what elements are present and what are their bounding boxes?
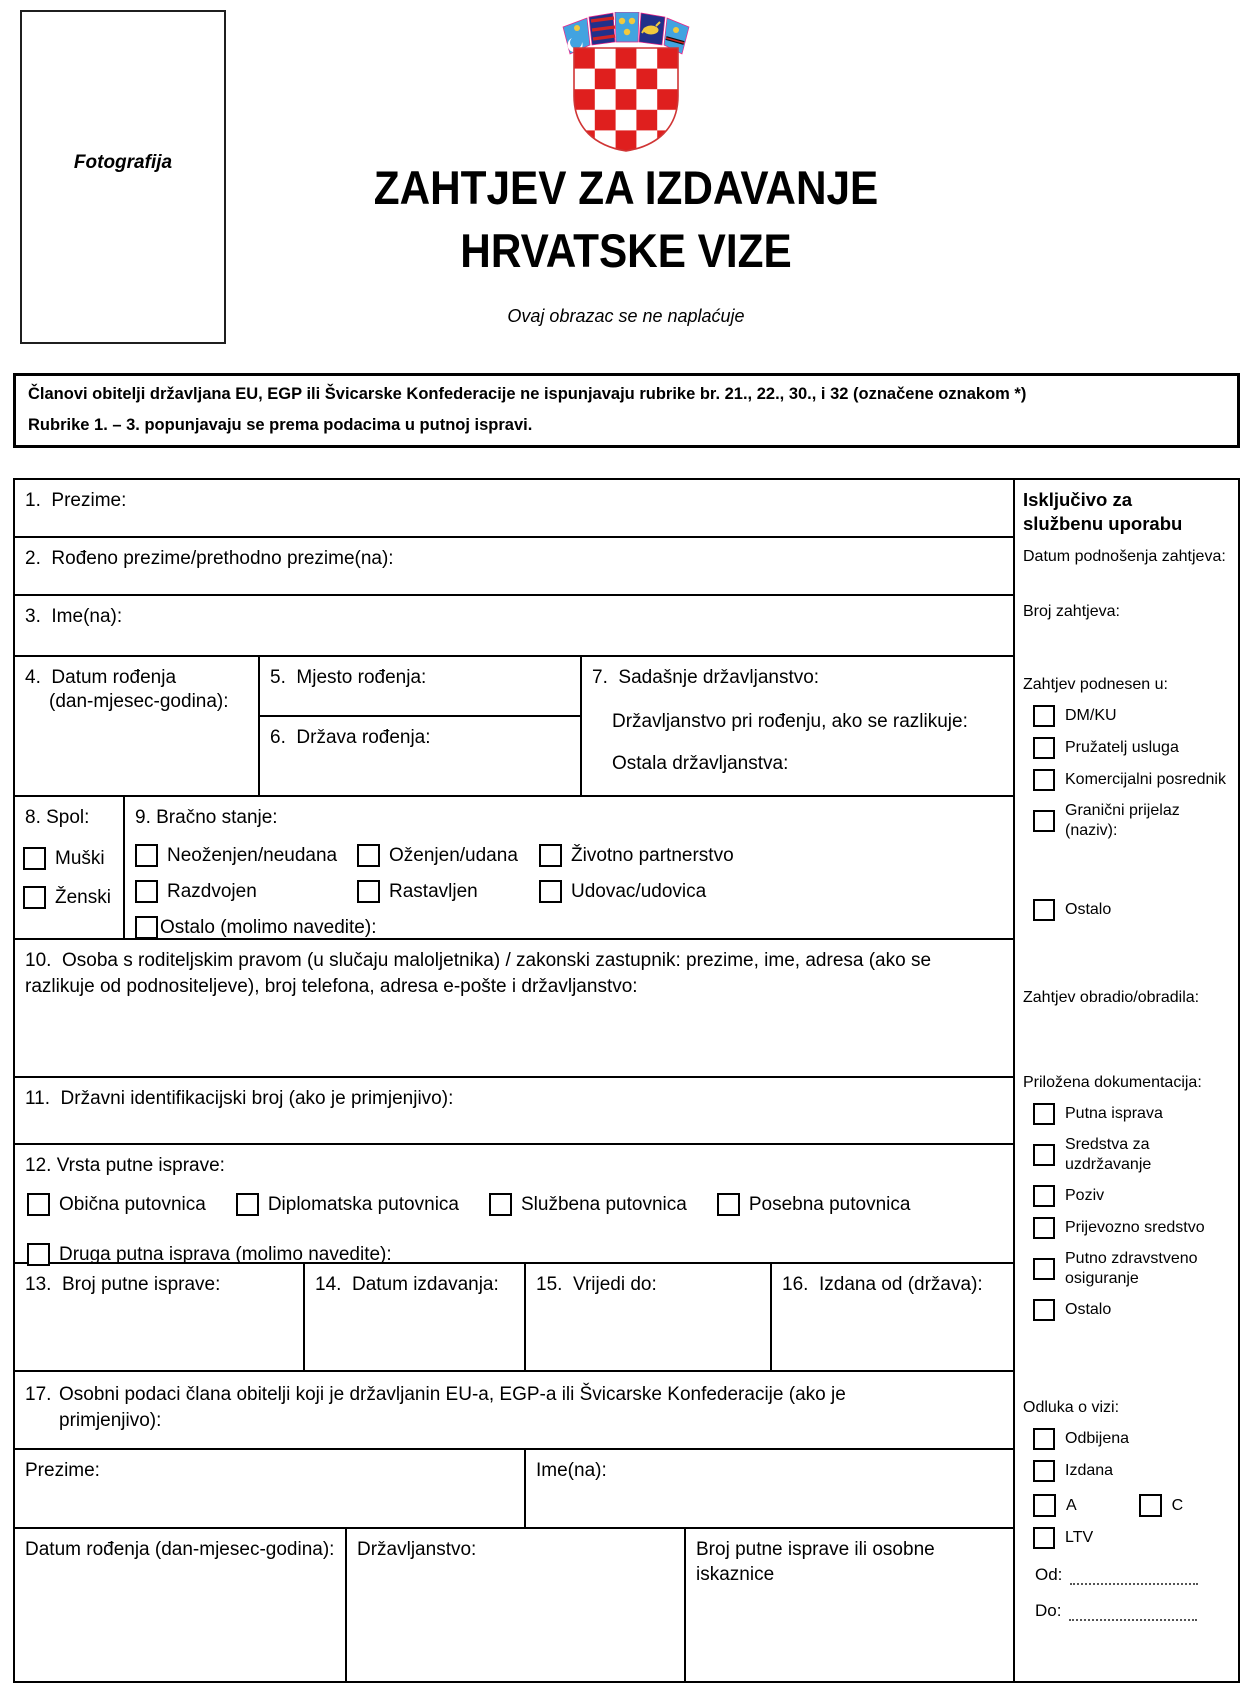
option-muski-label: Muški xyxy=(55,847,105,869)
field-7-cell xyxy=(582,657,1013,795)
checkbox-muski[interactable] xyxy=(23,847,46,870)
field-10-label: 10. Osoba s roditeljskim pravom (u slučaju maloljetnika) / zakonski zastupnik: prezime, ime, adresa (ako se razlikuje od podnositeljeve), broj telefona, adresa e-pošte i državljanstvo: xyxy=(25,950,937,997)
field-17-label: Osobni podaci člana obitelji koji je državljanin EU-a, EGP-a ili Švicarske Konfederacije (ako je primjenjivo): xyxy=(59,1384,846,1431)
valid-to-dotted-line xyxy=(1069,1606,1197,1621)
field-13-cell xyxy=(15,1264,305,1370)
checkbox-druga-putna-isprava[interactable] xyxy=(27,1243,50,1266)
option-komercijalni-posrednik-label: Komercijalni posrednik xyxy=(1065,771,1226,788)
option-putna-isprava-label: Putna isprava xyxy=(1065,1105,1163,1122)
notice-box xyxy=(13,373,1240,448)
valid-to-label: Do: xyxy=(1035,1601,1062,1620)
checkbox-ostalo-dokumentacija[interactable] xyxy=(1033,1299,1055,1321)
checkbox-posebna-putovnica[interactable] xyxy=(717,1193,740,1216)
field-11-label: 11. Državni identifikacijski broj (ako je primjenjivo): xyxy=(25,1088,454,1109)
field-14-label: 14. Datum izdavanja: xyxy=(315,1274,499,1295)
checkbox-odbijena[interactable] xyxy=(1033,1428,1055,1450)
field-6-label: 6. Država rođenja: xyxy=(270,727,431,748)
option-zivotno-partnerstvo-label: Životno partnerstvo xyxy=(571,844,734,866)
option-ostalo-dokumentacija-label: Ostalo xyxy=(1065,1301,1112,1318)
checkbox-komercijalni-posrednik[interactable] xyxy=(1033,769,1055,791)
form-subtitle: Ovaj obrazac se ne naplaćuje xyxy=(507,306,745,326)
checkbox-izdana[interactable] xyxy=(1033,1460,1055,1482)
checkbox-ltv[interactable] xyxy=(1033,1527,1055,1549)
field-12-cell xyxy=(15,1145,1013,1264)
field-5-label: 5. Mjesto rođenja: xyxy=(270,667,427,688)
checkbox-putno-osiguranje[interactable] xyxy=(1033,1258,1055,1280)
checkbox-zenski[interactable] xyxy=(23,886,46,909)
checkbox-ostalo-podnesen[interactable] xyxy=(1033,899,1055,921)
field-3-label: 3. Ime(na): xyxy=(25,606,123,627)
field-15-cell xyxy=(526,1264,772,1370)
field-13-label: 13. Broj putne isprave: xyxy=(25,1274,221,1295)
option-obicna-putovnica-label: Obična putovnica xyxy=(59,1193,206,1215)
option-a-label: A xyxy=(1066,1496,1077,1514)
submitted-at-label: Zahtjev podnesen u: xyxy=(1023,676,1168,693)
option-izdana-label: Izdana xyxy=(1065,1462,1114,1479)
field-17-details-row xyxy=(15,1529,1013,1681)
checkbox-dm-ku[interactable] xyxy=(1033,705,1055,727)
option-poziv-label: Poziv xyxy=(1065,1187,1105,1204)
field-9-label: 9. Bračno stanje: xyxy=(135,807,278,828)
option-diplomatska-putovnica-label: Diplomatska putovnica xyxy=(267,1193,459,1215)
option-udovac-label: Udovac/udovica xyxy=(571,880,707,902)
field-12-label: 12. Vrsta putne isprave: xyxy=(25,1155,225,1176)
field-1-label: 1. Prezime: xyxy=(25,490,127,511)
field-17-broj-cell xyxy=(686,1529,1013,1681)
field-17-ime-label: Ime(na): xyxy=(536,1460,607,1481)
checkbox-neozenjen[interactable] xyxy=(135,844,158,867)
submission-date-label: Datum podnošenja zahtjeva: xyxy=(1023,548,1226,565)
checkbox-c[interactable] xyxy=(1139,1494,1162,1517)
field-17-broj-label: Broj putne isprave ili osobne iskaznice xyxy=(696,1539,940,1585)
field-14-cell xyxy=(305,1264,526,1370)
checkbox-udovac[interactable] xyxy=(539,880,562,903)
field-7-sub2-label: Ostala državljanstva: xyxy=(612,753,789,774)
processed-by-label: Zahtjev obradio/obradila: xyxy=(1023,989,1200,1006)
checkbox-granicni-prijelaz[interactable] xyxy=(1033,810,1055,832)
field-7-label: 7. Sadašnje državljanstvo: xyxy=(592,667,820,688)
fields-5-6-column xyxy=(260,657,582,795)
field-9-cell xyxy=(125,797,1013,938)
field-2-cell xyxy=(15,538,1013,596)
option-dm-ku-label: DM/KU xyxy=(1065,707,1117,724)
option-pruzatelj-usluga-label: Pružatelj usluga xyxy=(1065,739,1179,756)
option-c-label: C xyxy=(1171,1496,1184,1514)
checkbox-pruzatelj-usluga[interactable] xyxy=(1033,737,1055,759)
photo-label: Fotografija xyxy=(73,152,173,173)
checkbox-sredstva[interactable] xyxy=(1033,1144,1055,1166)
field-8-cell xyxy=(15,797,125,938)
option-ostalo-podnesen-label: Ostalo xyxy=(1065,901,1112,918)
option-sluzbena-putovnica-label: Službena putovnica xyxy=(520,1193,687,1215)
option-rastavljen-label: Rastavljen xyxy=(389,880,478,902)
field-10-cell xyxy=(15,940,1013,1078)
field-16-cell xyxy=(772,1264,1013,1370)
fields-4-7-row xyxy=(15,657,1013,797)
form-title-line2: HRVATSKE VIZE xyxy=(460,224,792,277)
option-neozenjen-label: Neoženjen/neudana xyxy=(167,844,338,866)
checkbox-diplomatska-putovnica[interactable] xyxy=(236,1193,259,1216)
checkbox-zivotno-partnerstvo[interactable] xyxy=(539,844,562,867)
application-number-label: Broj zahtjeva: xyxy=(1023,603,1120,620)
attached-docs-label: Priložena dokumentacija: xyxy=(1023,1074,1202,1091)
field-5-cell xyxy=(260,657,580,717)
checkbox-obicna-putovnica[interactable] xyxy=(27,1193,50,1216)
field-17-names-row xyxy=(15,1450,1013,1529)
field-17-ime-cell xyxy=(526,1450,1013,1527)
option-ostalo-bracno-label: Ostalo (molimo navedite): xyxy=(160,916,377,938)
field-17-prezime-label: Prezime: xyxy=(25,1460,100,1481)
option-putno-osiguranje-label: Putno zdravstveno osiguranje xyxy=(1065,1250,1198,1287)
checkbox-ozenjen[interactable] xyxy=(357,844,380,867)
option-ltv-label: LTV xyxy=(1065,1529,1094,1546)
option-zenski-label: Ženski xyxy=(55,886,111,908)
option-razdvojen-label: Razdvojen xyxy=(167,880,257,902)
option-ozenjen-label: Oženjen/udana xyxy=(389,844,518,866)
field-4-label-line2: (dan-mjesec-godina): xyxy=(49,691,229,712)
field-7-sub1-label: Državljanstvo pri rođenju, ako se razlikuje: xyxy=(612,711,968,732)
checkbox-prijevozno-sredstvo[interactable] xyxy=(1033,1217,1055,1239)
option-posebna-putovnica-label: Posebna putovnica xyxy=(748,1193,911,1215)
option-granicni-prijelaz-label: Granični prijelaz (naziv): xyxy=(1065,802,1180,839)
field-17-datum-cell xyxy=(15,1529,347,1681)
checkbox-razdvojen[interactable] xyxy=(135,880,158,903)
valid-from-label: Od: xyxy=(1035,1565,1063,1584)
field-17-drzavljanstvo-cell xyxy=(347,1529,686,1681)
official-use-sidebar xyxy=(1015,480,1238,1681)
field-3-cell xyxy=(15,596,1013,657)
checkbox-ostalo-bracno[interactable] xyxy=(135,916,158,939)
valid-from-dotted-line xyxy=(1070,1570,1198,1585)
field-17-prezime-cell xyxy=(15,1450,526,1527)
form-table xyxy=(13,478,1240,1683)
field-8-label: 8. Spol: xyxy=(25,807,90,828)
field-4-label-line1: 4. Datum rođenja xyxy=(25,667,177,688)
official-use-title: Isključivo za službenu uporabu xyxy=(1023,489,1183,534)
form-title-line1: ZAHTJEV ZA IZDAVANJE xyxy=(373,161,879,214)
fields-13-16-row xyxy=(15,1264,1013,1372)
checkbox-rastavljen[interactable] xyxy=(357,880,380,903)
option-odbijena-label: Odbijena xyxy=(1065,1430,1130,1447)
field-6-cell xyxy=(260,717,580,795)
field-1-cell xyxy=(15,480,1013,538)
croatia-coat-of-arms-icon xyxy=(560,12,692,154)
field-4-cell xyxy=(15,657,260,795)
checkbox-poziv[interactable] xyxy=(1033,1185,1055,1207)
field-17-drzavljanstvo-label: Državljanstvo: xyxy=(357,1539,477,1560)
field-2-label: 2. Rođeno prezime/prethodno prezime(na): xyxy=(25,548,394,569)
checkbox-putna-isprava[interactable] xyxy=(1033,1103,1055,1125)
option-prijevozno-sredstvo-label: Prijevozno sredstvo xyxy=(1065,1219,1205,1236)
field-16-label: 16. Izdana od (država): xyxy=(782,1274,983,1295)
option-sredstva-label: Sredstva za uzdržavanje xyxy=(1065,1136,1152,1173)
notice-line2: Rubrike 1. – 3. popunjavaju se prema podacima u putnoj ispravi. xyxy=(28,416,533,434)
checkbox-sluzbena-putovnica[interactable] xyxy=(489,1193,512,1216)
checkbox-a[interactable] xyxy=(1033,1494,1056,1517)
field-17-datum-label: Datum rođenja (dan-mjesec-godina): xyxy=(25,1539,335,1560)
fields-8-9-row xyxy=(15,797,1013,940)
field-11-cell xyxy=(15,1078,1013,1145)
field-17-header-cell xyxy=(15,1372,1013,1450)
form-title xyxy=(63,156,1190,282)
option-druga-putna-isprava-label: Druga putna isprava (molimo navedite): xyxy=(59,1243,392,1265)
field-15-label: 15. Vrijedi do: xyxy=(536,1274,657,1295)
form-main-column xyxy=(15,480,1015,1681)
notice-line1: Članovi obitelji državljana EU, EGP ili Švicarske Konfederacije ne ispunjavaju rubrike br. 21., 22., 30., i 32 (označene oznakom *) xyxy=(28,385,1027,403)
field-17-number: 17. xyxy=(25,1384,52,1405)
visa-decision-label: Odluka o vizi: xyxy=(1023,1399,1120,1416)
